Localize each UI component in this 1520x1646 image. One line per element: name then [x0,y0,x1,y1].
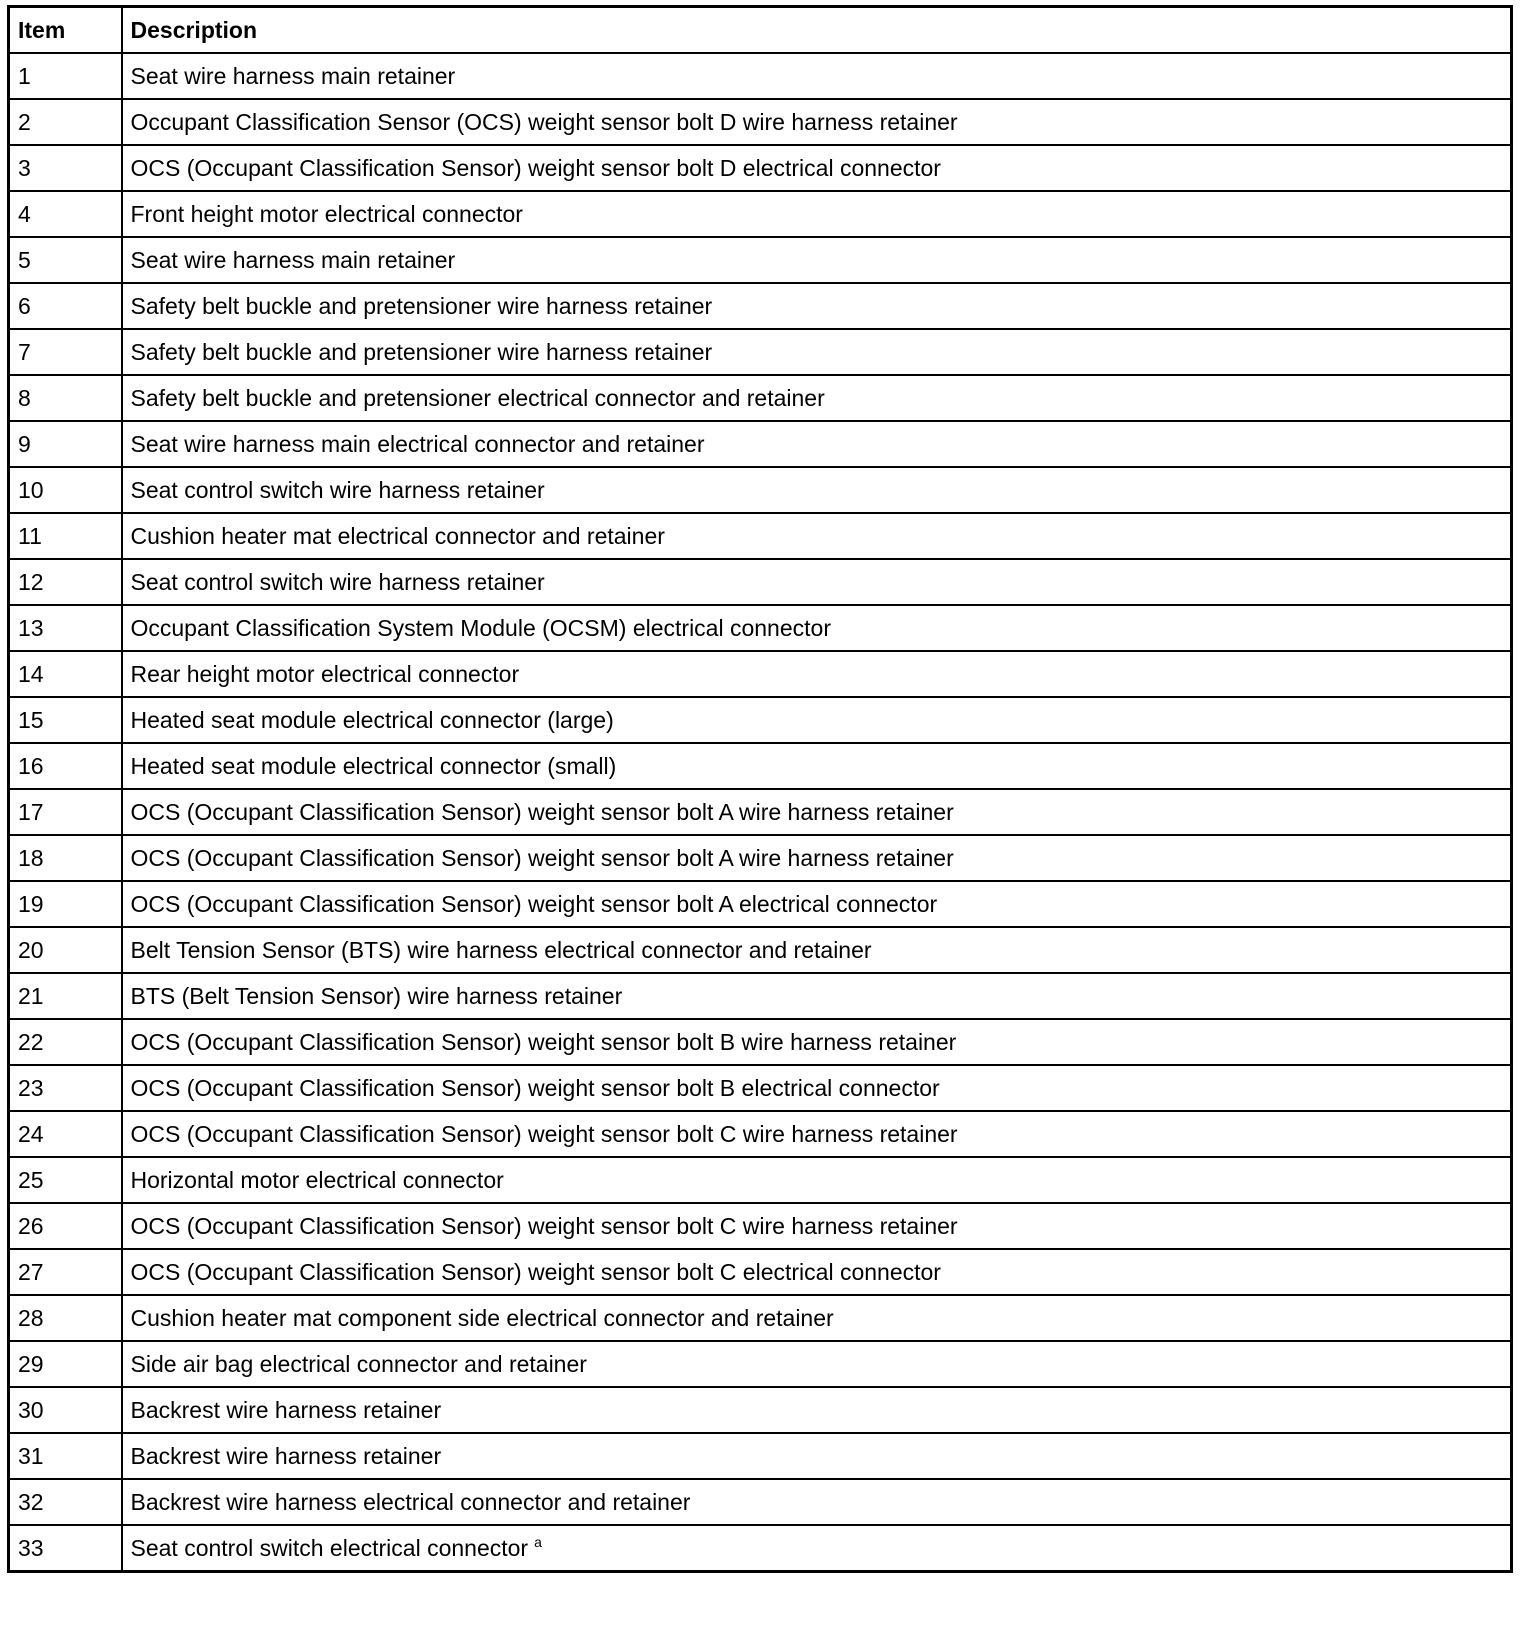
table-row [9,1019,1512,1065]
table-row [9,605,1512,651]
description-text: OCS (Occupant Classification Sensor) weight sensor bolt A electrical connector [130,890,938,917]
table-row [9,743,1512,789]
item-number-cell: 18 [9,835,122,881]
table-row [9,1203,1512,1249]
item-number-cell: 28 [9,1295,122,1341]
item-number-cell: 19 [9,881,122,927]
item-number-cell: 13 [9,605,122,651]
description-text: Seat control switch wire harness retainer [130,476,545,503]
description-cell [122,927,1512,973]
table-row [9,1157,1512,1203]
description-cell [122,1249,1512,1295]
item-column-header: Item [9,7,122,54]
description-cell [122,1203,1512,1249]
table-row [9,789,1512,835]
table-row [9,1433,1512,1479]
description-text: Heated seat module electrical connector (large) [130,706,614,733]
description-text: Seat wire harness main retainer [130,62,456,89]
description-text: Heated seat module electrical connector (small) [130,752,617,779]
item-number-cell: 11 [9,513,122,559]
description-cell [122,375,1512,421]
description-text: Side air bag electrical connector and retainer [130,1350,587,1377]
description-text: Backrest wire harness electrical connector and retainer [130,1488,691,1515]
item-number-cell: 21 [9,973,122,1019]
description-text: Backrest wire harness retainer [130,1396,442,1423]
description-text: BTS (Belt Tension Sensor) wire harness retainer [130,982,623,1009]
table-row [9,99,1512,145]
description-text: OCS (Occupant Classification Sensor) weight sensor bolt A wire harness retainer [130,798,954,825]
description-cell [122,743,1512,789]
description-text: Belt Tension Sensor (BTS) wire harness electrical connector and retainer [130,936,872,963]
table-row [9,697,1512,743]
item-number-cell: 5 [9,237,122,283]
description-text: OCS (Occupant Classification Sensor) weight sensor bolt C wire harness retainer [130,1120,958,1147]
description-text: Seat wire harness main electrical connector and retainer [130,430,705,457]
table-row [9,973,1512,1019]
item-number-cell: 30 [9,1387,122,1433]
description-cell [122,1341,1512,1387]
item-number-cell: 29 [9,1341,122,1387]
footnote-marker: a [534,1533,542,1550]
description-text: Seat control switch wire harness retainer [130,568,545,595]
description-text: Safety belt buckle and pretensioner wire harness retainer [130,338,713,365]
description-text: Backrest wire harness retainer [130,1442,442,1469]
item-number-cell: 17 [9,789,122,835]
description-cell [122,513,1512,559]
description-text: OCS (Occupant Classification Sensor) weight sensor bolt D electrical connector [130,154,941,181]
description-cell [122,99,1512,145]
description-cell [122,329,1512,375]
table-row [9,651,1512,697]
description-text: Safety belt buckle and pretensioner electrical connector and retainer [130,384,825,411]
description-cell [122,559,1512,605]
table-row [9,513,1512,559]
description-cell [122,53,1512,99]
item-number-cell: 25 [9,1157,122,1203]
item-number-cell: 4 [9,191,122,237]
description-text: Cushion heater mat electrical connector and retainer [130,522,665,549]
description-cell [122,1065,1512,1111]
description-cell [122,467,1512,513]
description-cell [122,697,1512,743]
description-cell [122,651,1512,697]
table-row [9,1341,1512,1387]
item-number-cell: 33 [9,1525,122,1572]
table-row [9,835,1512,881]
item-number-cell: 7 [9,329,122,375]
table-row [9,191,1512,237]
table-row [9,1525,1512,1572]
description-text: OCS (Occupant Classification Sensor) weight sensor bolt B electrical connector [130,1074,940,1101]
item-number-cell: 32 [9,1479,122,1525]
component-table-container [7,5,1513,1573]
table-row [9,1111,1512,1157]
item-number-cell: 2 [9,99,122,145]
item-number-cell: 1 [9,53,122,99]
description-cell [122,421,1512,467]
description-cell [122,789,1512,835]
item-number-cell: 3 [9,145,122,191]
table-row [9,467,1512,513]
description-cell [122,191,1512,237]
item-number-cell: 31 [9,1433,122,1479]
description-column-header: Description [122,7,1512,54]
table-row [9,375,1512,421]
item-number-cell: 22 [9,1019,122,1065]
description-cell [122,1295,1512,1341]
item-number-cell: 10 [9,467,122,513]
table-row [9,1295,1512,1341]
description-text: Horizontal motor electrical connector [130,1166,504,1193]
description-text: Seat wire harness main retainer [130,246,456,273]
description-text: Rear height motor electrical connector [130,660,520,687]
item-number-cell: 6 [9,283,122,329]
table-row [9,237,1512,283]
item-number-cell: 14 [9,651,122,697]
table-row [9,283,1512,329]
item-number-cell: 24 [9,1111,122,1157]
item-number-cell: 9 [9,421,122,467]
table-row [9,421,1512,467]
description-text: Occupant Classification System Module (OCSM) electrical connector [130,614,831,641]
description-text: OCS (Occupant Classification Sensor) weight sensor bolt C electrical connector [130,1258,941,1285]
table-row [9,1387,1512,1433]
item-number-cell: 8 [9,375,122,421]
item-number-cell: 16 [9,743,122,789]
item-number-cell: 15 [9,697,122,743]
description-text: Cushion heater mat component side electrical connector and retainer [130,1304,834,1331]
table-row [9,1479,1512,1525]
description-text: OCS (Occupant Classification Sensor) weight sensor bolt A wire harness retainer [130,844,954,871]
table-body [9,53,1512,1572]
table-row [9,53,1512,99]
description-text: Seat control switch electrical connector [130,1534,529,1561]
description-cell [122,1525,1512,1572]
description-text: OCS (Occupant Classification Sensor) weight sensor bolt B wire harness retainer [130,1028,957,1055]
table-header-row [9,7,1512,54]
description-text: Front height motor electrical connector [130,200,523,227]
item-number-cell: 23 [9,1065,122,1111]
description-cell [122,237,1512,283]
description-cell [122,1479,1512,1525]
description-cell [122,1111,1512,1157]
description-cell [122,1019,1512,1065]
description-cell [122,1433,1512,1479]
description-cell [122,283,1512,329]
item-number-cell: 12 [9,559,122,605]
item-number-cell: 26 [9,1203,122,1249]
table-row [9,1065,1512,1111]
description-cell [122,973,1512,1019]
description-cell [122,881,1512,927]
table-row [9,329,1512,375]
description-text: Safety belt buckle and pretensioner wire harness retainer [130,292,713,319]
table-row [9,559,1512,605]
description-cell [122,1157,1512,1203]
item-number-cell: 20 [9,927,122,973]
description-cell [122,605,1512,651]
description-cell [122,145,1512,191]
table-row [9,927,1512,973]
description-cell [122,1387,1512,1433]
component-table [7,5,1513,1573]
description-text: OCS (Occupant Classification Sensor) weight sensor bolt C wire harness retainer [130,1212,958,1239]
description-cell [122,835,1512,881]
table-row [9,145,1512,191]
table-row [9,881,1512,927]
table-row [9,1249,1512,1295]
description-text: Occupant Classification Sensor (OCS) weight sensor bolt D wire harness retainer [130,108,958,135]
item-number-cell: 27 [9,1249,122,1295]
